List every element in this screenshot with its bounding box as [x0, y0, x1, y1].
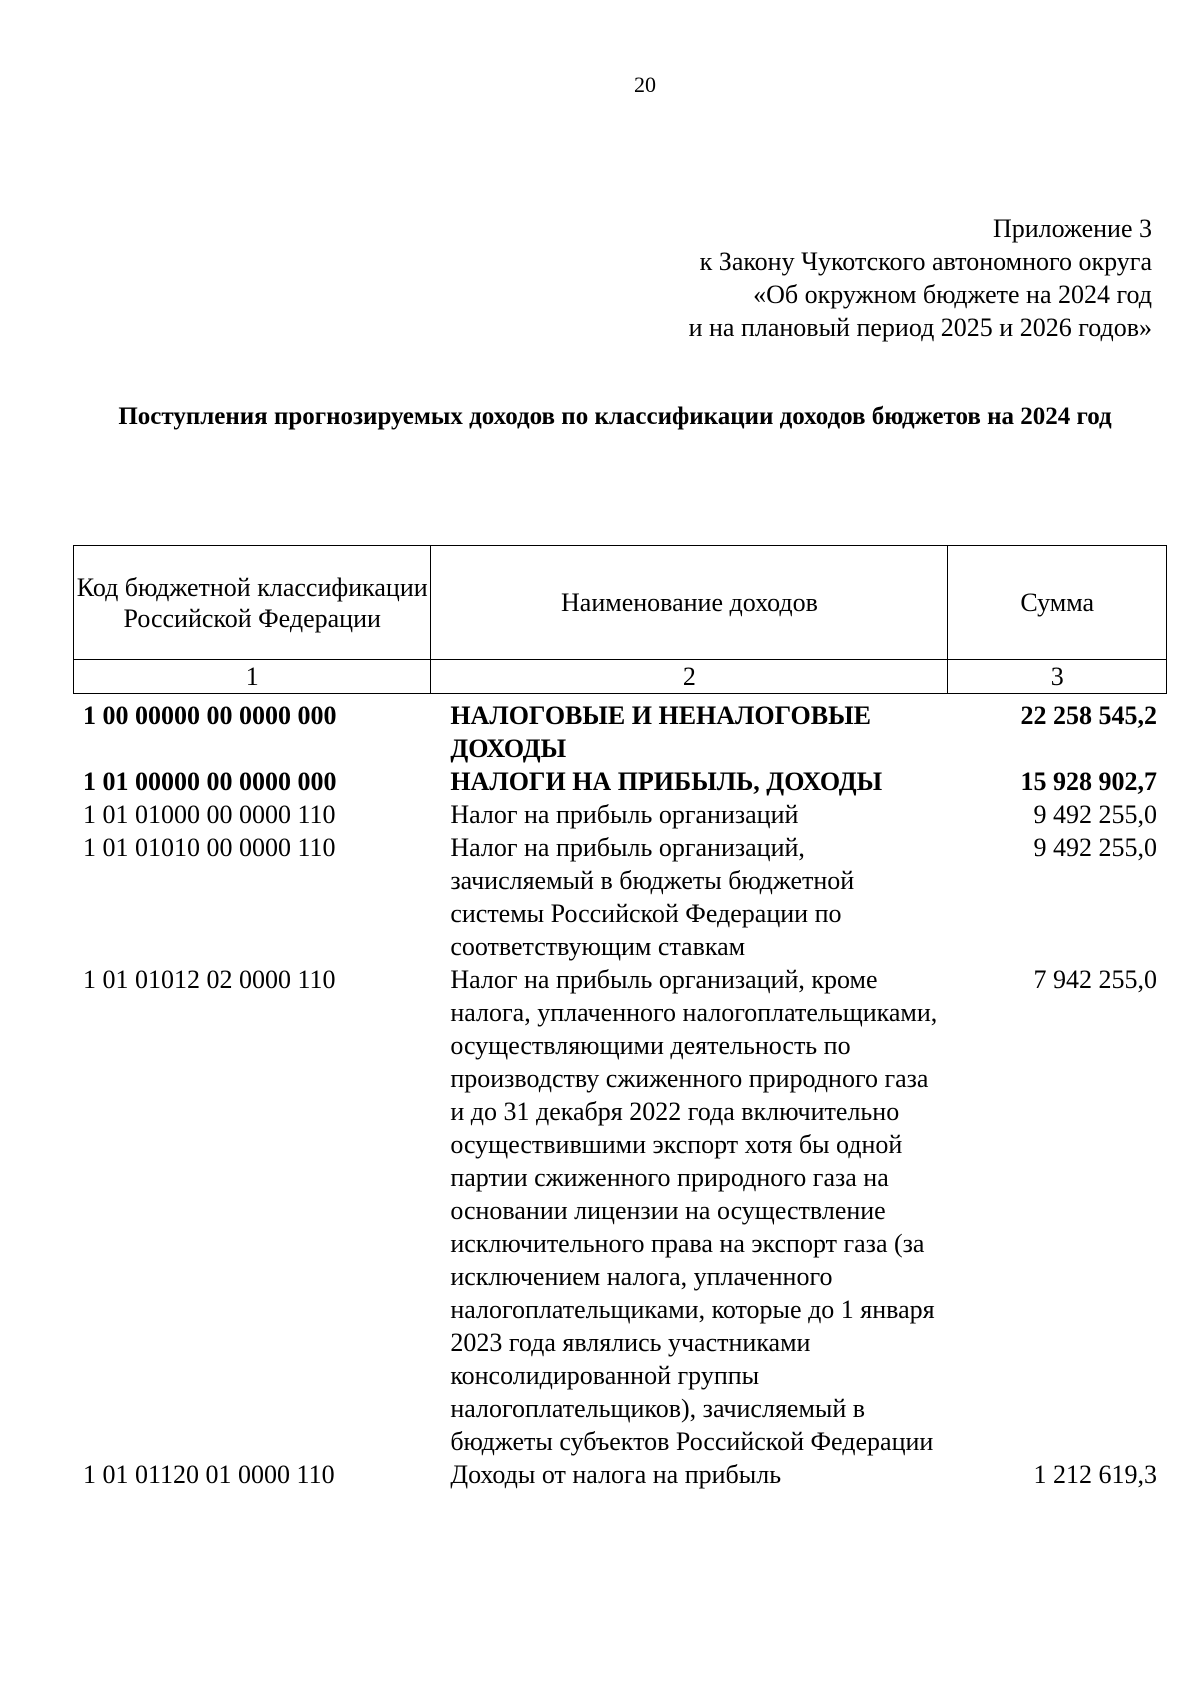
appendix-line: «Об окружном бюджете на 2024 год	[753, 280, 1152, 309]
row-code: 1 01 01012 02 0000 110	[83, 965, 336, 994]
row-code: 1 00 00000 00 0000 000	[83, 701, 337, 730]
header-code: Код бюджетной классификации Российской Федерации	[74, 546, 431, 660]
row-code: 1 01 01000 00 0000 110	[83, 800, 336, 829]
row-amount: 1 212 619,3	[1033, 1460, 1157, 1489]
column-number: 3	[948, 660, 1167, 694]
row-name: Налог на прибыль организаций, зачисляемый в бюджеты бюджетной системы Российской Федерации по соответствующим ставкам	[450, 833, 855, 961]
row-code: 1 01 01120 01 0000 110	[83, 1460, 335, 1489]
table-header	[73, 545, 1167, 694]
appendix-line: к Закону Чукотского автономного округа	[699, 247, 1152, 276]
row-amount: 9 492 255,0	[1033, 833, 1157, 862]
table-row	[73, 1458, 1167, 1491]
column-number: 1	[74, 660, 431, 694]
header-amount: Сумма	[948, 546, 1167, 660]
table-row	[73, 798, 1167, 831]
page-number: 20	[634, 72, 656, 97]
table-row	[73, 963, 1167, 1458]
appendix-line: Приложение 3	[992, 214, 1152, 243]
revenue-table	[73, 699, 1167, 1491]
row-name: Налог на прибыль организаций, кроме налога, уплаченного налогоплательщиками, осуществляющими деятельность по производству сжиженного природного газа и до 31 декабря 2022 года включительно осуществившими экспорт хотя бы одной партии сжиженного природного газа на основании лицензии на осуществление исключительного права на экспорт газа (за исключением налога, уплаченного налогоплательщиками, которые до 1 января 2023 года являлись участниками консолидированной группы налогоплательщиков), зачисляемый в бюджеты субъектов Российской Федерации	[450, 965, 938, 1456]
table-row	[73, 699, 1167, 765]
row-amount: 7 942 255,0	[1033, 965, 1157, 994]
row-name: НАЛОГОВЫЕ И НЕНАЛОГОВЫЕ ДОХОДЫ	[450, 701, 871, 763]
table-row	[73, 765, 1167, 798]
row-name: Доходы от налога на прибыль	[450, 1460, 782, 1489]
appendix-block	[452, 212, 1152, 344]
row-code: 1 01 01010 00 0000 110	[83, 833, 336, 862]
appendix-line: и на плановый период 2025 и 2026 годов»	[688, 313, 1152, 342]
row-name: Налог на прибыль организаций	[450, 800, 799, 829]
row-amount: 15 928 902,7	[1020, 767, 1157, 796]
row-code: 1 01 00000 00 0000 000	[83, 767, 337, 796]
row-amount: 22 258 545,2	[1020, 701, 1157, 730]
row-amount: 9 492 255,0	[1033, 800, 1157, 829]
row-name: НАЛОГИ НА ПРИБЫЛЬ, ДОХОДЫ	[450, 767, 883, 796]
header-name: Наименование доходов	[431, 546, 948, 660]
table-row	[73, 831, 1167, 963]
document-title: Поступления прогнозируемых доходов по классификации доходов бюджетов на 2024 год	[118, 403, 1112, 430]
column-number: 2	[431, 660, 948, 694]
